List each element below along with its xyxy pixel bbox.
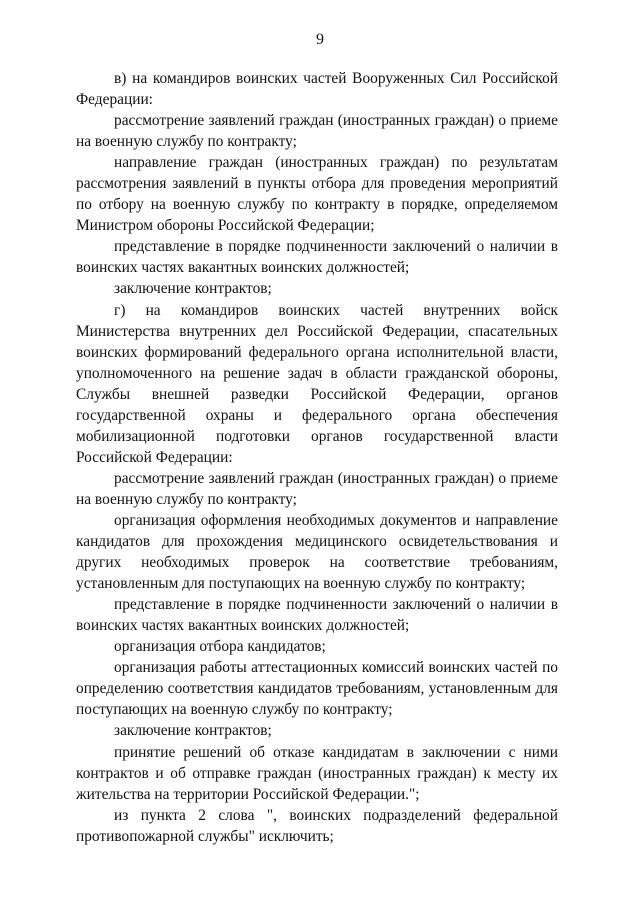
paragraph: рассмотрение заявлений граждан (иностранных граждан) о приеме на военную службу по контракту; bbox=[76, 112, 558, 151]
paragraph: из пункта 2 слова ", воинских подразделений федеральной противопожарной службы" исключить; bbox=[76, 806, 558, 845]
paragraph-v-header: в) на командиров воинских частей Вооруженных Сил Российской Федерации: bbox=[76, 70, 558, 109]
paragraph: заключение контрактов; bbox=[114, 722, 272, 740]
paragraph: организация отбора кандидатов; bbox=[114, 638, 326, 656]
paragraph: направление граждан (иностранных граждан) по результатам рассмотрения заявлений в пункты отбора для проведения мероприятий по отбору на военную службу по контракту в порядке, определяемом Министром обороны Российской Федерации; bbox=[76, 154, 558, 235]
paragraph: рассмотрение заявлений граждан (иностранных граждан) о приеме на военную службу по контракту; bbox=[76, 469, 558, 508]
paragraph: заключение контрактов; bbox=[114, 280, 272, 298]
document-body bbox=[76, 68, 558, 847]
paragraph: организация оформления необходимых документов и направление кандидатов для прохождения медицинского освидетельствования и других необходимых проверок на соответствие требованиям, установленным для поступающих на военную службу по контракту; bbox=[76, 511, 558, 593]
paragraph-g-header: г) на командиров воинских частей внутренних войск Министерства внутренних дел Российской Федерации, спасательных воинских формирований федерального органа исполнительной власти, уполномоченного на решение задач в области гражданской обороны, Службы внешней разведки Российской Федерации, органов государственной охраны и федерального органа обеспечения мобилизационной подготовки органов государственной власти Российской Федерации: bbox=[76, 301, 558, 466]
paragraph: организация работы аттестационных комиссий воинских частей по определению соответствия кандидатов требованиям, установленным для поступающих на военную службу по контракту; bbox=[76, 659, 558, 719]
paragraph: представление в порядке подчиненности заключений о наличии в воинских частях вакантных воинских должностей; bbox=[76, 238, 558, 277]
page-number: 9 bbox=[316, 31, 324, 48]
paragraph: представление в порядке подчиненности заключений о наличии в воинских частях вакантных воинских должностей; bbox=[76, 596, 558, 635]
paragraph: принятие решений об отказе кандидатам в заключении с ними контрактов и об отправке граждан (иностранных граждан) к месту их жительства на территории Российской Федерации."; bbox=[76, 743, 558, 803]
